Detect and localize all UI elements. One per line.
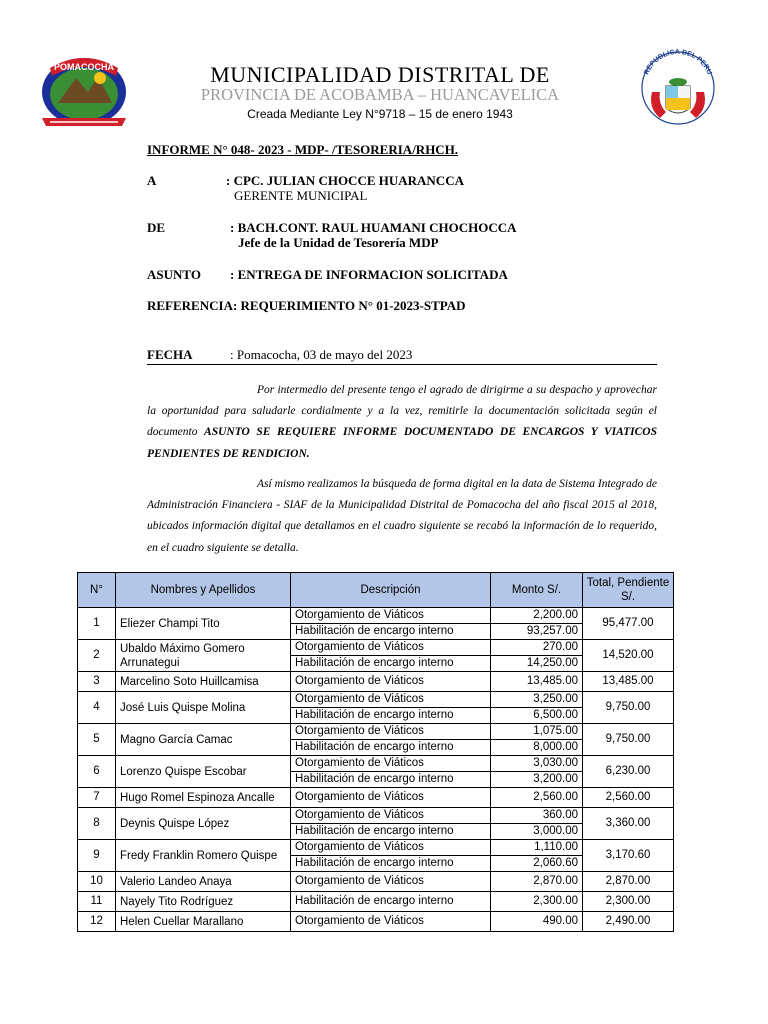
item-amount: 360.00 (491, 808, 583, 824)
header-law: Creada Mediante Ley N°9718 – 15 de enero 1943 (247, 107, 513, 121)
row-number: 1 (78, 608, 116, 640)
item-amount: 2,200.00 (491, 608, 583, 624)
item-amount: 93,257.00 (491, 624, 583, 640)
item-description: Habilitación de encargo interno (291, 824, 491, 840)
table-row (78, 672, 674, 692)
pending-total: 9,750.00 (583, 692, 674, 724)
person-name: Magno García Camac (116, 724, 291, 756)
table-row (78, 892, 674, 912)
table-row (78, 808, 674, 824)
header-divider (147, 364, 657, 365)
row-number: 5 (78, 724, 116, 756)
subject-value: : ENTREGA DE INFORMACION SOLICITADA (230, 267, 508, 282)
item-amount: 2,300.00 (491, 892, 583, 912)
pending-total: 2,560.00 (583, 788, 674, 808)
pending-total: 13,485.00 (583, 672, 674, 692)
col-header-number: N° (78, 573, 116, 608)
item-description: Habilitación de encargo interno (291, 772, 491, 788)
date-label: FECHA (147, 347, 193, 362)
item-description: Otorgamiento de Viáticos (291, 724, 491, 740)
row-number: 12 (78, 912, 116, 932)
pending-total: 2,300.00 (583, 892, 674, 912)
item-description: Otorgamiento de Viáticos (291, 692, 491, 708)
pending-total: 14,520.00 (583, 640, 674, 672)
item-amount: 3,030.00 (491, 756, 583, 772)
item-description: Otorgamiento de Viáticos (291, 640, 491, 656)
paragraph-1-bold: ASUNTO SE REQUIERE INFORME DOCUMENTADO DE ENCARGOS Y VIATICOS PENDIENTES DE RENDICION. (147, 426, 657, 460)
pending-total: 3,360.00 (583, 808, 674, 840)
pending-total: 6,230.00 (583, 756, 674, 788)
item-description: Habilitación de encargo interno (291, 740, 491, 756)
item-amount: 2,060.60 (491, 856, 583, 872)
table-row (78, 840, 674, 856)
pomacocha-logo (36, 48, 132, 134)
row-number: 8 (78, 808, 116, 840)
item-amount: 2,560.00 (491, 788, 583, 808)
item-description: Otorgamiento de Viáticos (291, 608, 491, 624)
table-row (78, 788, 674, 808)
row-number: 9 (78, 840, 116, 872)
item-amount: 6,500.00 (491, 708, 583, 724)
logo-left-text: POMACOCHA (54, 62, 114, 72)
table-body (78, 608, 674, 932)
table-row (78, 692, 674, 708)
item-description: Habilitación de encargo interno (291, 856, 491, 872)
person-name: José Luis Quispe Molina (116, 692, 291, 724)
person-name: Marcelino Soto Huillcamisa (116, 672, 291, 692)
to-value: : CPC. JULIAN CHOCCE HUARANCCA (226, 173, 464, 188)
item-amount: 2,870.00 (491, 872, 583, 892)
person-name: Lorenzo Quispe Escobar (116, 756, 291, 788)
row-number: 6 (78, 756, 116, 788)
subject-label: ASUNTO (147, 267, 201, 282)
col-header-total: Total, Pendiente S/. (583, 573, 674, 608)
item-description: Otorgamiento de Viáticos (291, 912, 491, 932)
pending-balances-table (77, 572, 674, 932)
from-label: DE (147, 220, 166, 235)
informe-number: INFORME N° 048- 2023 - MDP- /TESORERIA/RHCH. (147, 142, 459, 157)
col-header-name: Nombres y Apellidos (116, 573, 291, 608)
header-title: MUNICIPALIDAD DISTRITAL DE (210, 62, 550, 87)
item-description: Otorgamiento de Viáticos (291, 840, 491, 856)
row-number: 4 (78, 692, 116, 724)
table-row (78, 756, 674, 772)
person-name: Nayely Tito Rodríguez (116, 892, 291, 912)
paragraph-1-text: Por intermedio del presente tengo el agrado de dirigirme a su despacho y aprovechar la oportunidad para saludarle cordialmente y a la vez, remitirle la documentación solicitada según el documento (147, 384, 657, 439)
table-row (78, 640, 674, 656)
pending-total: 9,750.00 (583, 724, 674, 756)
person-name: Eliezer Champi Tito (116, 608, 291, 640)
row-number: 10 (78, 872, 116, 892)
from-value: : BACH.CONT. RAUL HUAMANI CHOCHOCCA (230, 220, 517, 235)
pending-total: 95,477.00 (583, 608, 674, 640)
table-header-row (78, 573, 674, 608)
paragraph-2-text: Así mismo realizamos la búsqueda de forma digital en la data de Sistema Integrado de Administración Financiera - SIAF de la Municipalidad Distrital de Pomacocha del año fiscal 2015 al 2018, ubicados información digital que detallamos en el cuadro siguiente se recabó la información de lo requerido, en el cuadro siguiente se detalla. (147, 478, 657, 554)
paragraph-1 (147, 380, 657, 465)
item-amount: 1,110.00 (491, 840, 583, 856)
pending-total: 2,490.00 (583, 912, 674, 932)
item-amount: 490.00 (491, 912, 583, 932)
item-amount: 14,250.00 (491, 656, 583, 672)
pending-total: 3,170.60 (583, 840, 674, 872)
paragraph-2 (147, 474, 657, 559)
item-description: Otorgamiento de Viáticos (291, 808, 491, 824)
to-role: GERENTE MUNICIPAL (234, 188, 368, 203)
table-row (78, 872, 674, 892)
item-description: Otorgamiento de Viáticos (291, 672, 491, 692)
table-row (78, 608, 674, 624)
item-amount: 3,000.00 (491, 824, 583, 840)
from-role: Jefe de la Unidad de Tesorería MDP (238, 235, 439, 250)
table-row (78, 912, 674, 932)
item-description: Habilitación de encargo interno (291, 892, 491, 912)
person-name: Hugo Romel Espinoza Ancalle (116, 788, 291, 808)
person-name: Helen Cuellar Marallano (116, 912, 291, 932)
to-label: A (147, 173, 157, 188)
item-amount: 3,250.00 (491, 692, 583, 708)
item-amount: 270.00 (491, 640, 583, 656)
pending-total: 2,870.00 (583, 872, 674, 892)
person-name: Valerio Landeo Anaya (116, 872, 291, 892)
person-name: Ubaldo Máximo Gomero Arrunategui (116, 640, 291, 672)
item-amount: 3,200.00 (491, 772, 583, 788)
col-header-description: Descripción (291, 573, 491, 608)
row-number: 2 (78, 640, 116, 672)
person-name: Fredy Franklin Romero Quispe (116, 840, 291, 872)
item-amount: 1,075.00 (491, 724, 583, 740)
header-subtitle: PROVINCIA DE ACOBAMBA – HUANCAVELICA (200, 85, 560, 104)
table-row (78, 724, 674, 740)
item-description: Otorgamiento de Viáticos (291, 788, 491, 808)
peru-coat-of-arms (638, 46, 718, 132)
item-description: Habilitación de encargo interno (291, 656, 491, 672)
item-description: Otorgamiento de Viáticos (291, 872, 491, 892)
row-number: 7 (78, 788, 116, 808)
logo-right-text: REPUBLICA DEL PERU (643, 48, 713, 76)
item-description: Habilitación de encargo interno (291, 624, 491, 640)
col-header-amount: Monto S/. (491, 573, 583, 608)
date-value: : Pomacocha, 03 de mayo del 2023 (230, 347, 413, 362)
reference: REFERENCIA: REQUERIMIENTO N° 01-2023-STPAD (147, 298, 466, 313)
person-name: Deynis Quispe López (116, 808, 291, 840)
row-number: 11 (78, 892, 116, 912)
item-amount: 13,485.00 (491, 672, 583, 692)
item-description: Habilitación de encargo interno (291, 708, 491, 724)
row-number: 3 (78, 672, 116, 692)
item-amount: 8,000.00 (491, 740, 583, 756)
item-description: Otorgamiento de Viáticos (291, 756, 491, 772)
